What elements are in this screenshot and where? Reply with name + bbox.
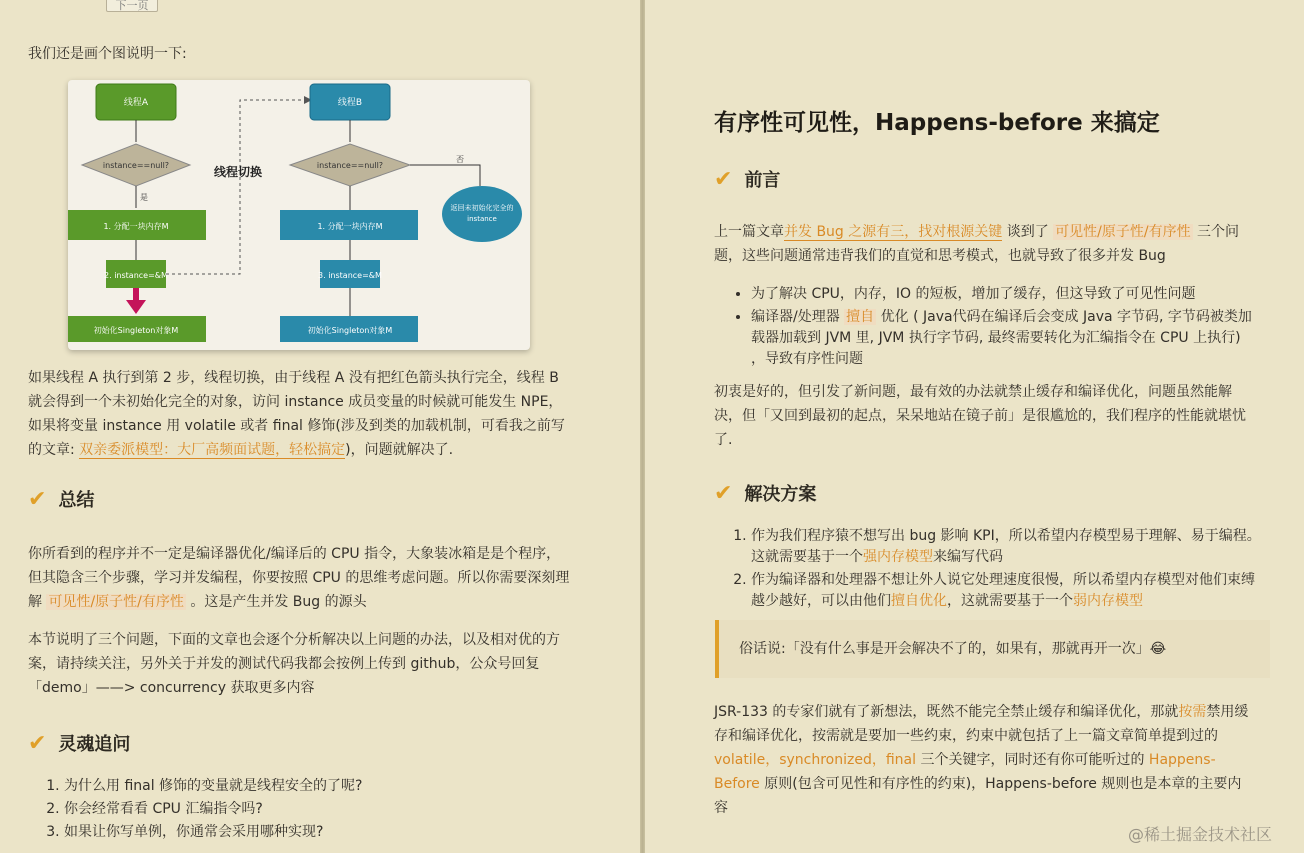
para-explain-text: 如果线程 A 执行到第 2 步，线程切换，由于线程 A 没有把红色箭头执行完全，线程 B 就会得到一个未初始化完全的对象，访问 instance 成员变量的时候就可能发生 NPE，如果将变量 instance 用 volatile 或者 final 修饰(涉及到类的加载机制，可看我之前写的文章: (28, 370, 565, 458)
cond-b-label: instance==null? (316, 161, 384, 170)
summary-heading (28, 486, 94, 512)
solution-heading (714, 480, 816, 506)
check-icon: ✔ (28, 486, 47, 512)
preface-heading (714, 166, 780, 192)
check-icon: ✔ (714, 480, 733, 506)
no-label: 否 (456, 155, 464, 164)
flow-diagram-svg (68, 80, 530, 350)
list-item: 2. 你会经常看看 CPU 汇编指令吗? (64, 799, 604, 820)
preface-para (714, 220, 1254, 268)
list-item: • 为了解决 CPU，内存，IO 的短板，增加了缓存，但这导致了可见性问题 (751, 284, 1255, 305)
check-icon: ✔ (714, 166, 733, 192)
article-link[interactable]: 双亲委派模型：大厂高频面试题，轻松搞定 (79, 442, 346, 458)
para-note: 本节说明了三个问题，下面的文章也会逐个分析解决以上问题的办法，以及相对优的方案，请持续关注，另外关于并发的测试代码我都会按例上传到 github，公众号回复「demo」——> concurrency 获取更多内容 (28, 632, 560, 696)
a-step3-label: 初始化Singleton对象M (93, 326, 179, 335)
summary-heading-text: 总结 (58, 490, 95, 511)
para-summary-b: 。这是产生并发 Bug 的源头 (185, 594, 367, 610)
list-item: 3. 如果让你写单例，你通常会采用哪种实现? (64, 822, 604, 843)
list-item: 2. 作为编译器和处理器不想让外人说它处理速度很慢，所以希望内存模型对他们束缚越少越好，可以由他们擅自优化，这就需要基于一个弱内存模型 (751, 570, 1261, 612)
right-page (645, 0, 1304, 853)
check-icon: ✔ (28, 730, 47, 756)
next-page-button[interactable]: 下一页 (106, 0, 158, 12)
para-summary (28, 542, 574, 614)
return-label-2: instance (467, 215, 497, 223)
question-list (64, 776, 604, 845)
blockquote: 俗话说:「没有什么事是开会解决不了的，如果有，那就再开一次」😂 (715, 620, 1270, 678)
a-step1-label: 1. 分配一块内存M (103, 222, 169, 231)
soul-heading (28, 730, 130, 756)
switch-label: 线程切换 (214, 165, 263, 179)
b-step1-label: 1. 分配一块内存M (317, 222, 383, 231)
preface-b: 谈到了 (1002, 224, 1054, 240)
list-item: 1. 为什么用 final 修饰的变量就是线程安全的了呢? (64, 776, 604, 797)
para-summary-a: 你所看到的程序并不一定是编译器优化/编译后的 CPU 指令，大象装冰箱是是个程序，但其隐含三个步骤，学习并发编程，你要按照 CPU 的思维考虑问题。所以你需要深刻理解 (28, 546, 570, 610)
soul-heading-text: 灵魂追问 (58, 734, 131, 755)
solution-heading-text: 解决方案 (744, 484, 817, 505)
left-page (0, 0, 640, 853)
preface-c: 三个问题，这些问题通常违背我们的直觉和思考模式，也就导致了很多并发 Bug (714, 224, 1240, 264)
a-step2-label: 2. instance=&M (104, 271, 168, 280)
return-ellipse (442, 186, 522, 242)
preface-highlight: 可见性/原子性/有序性 (1055, 224, 1191, 240)
jsr-para: JSR-133 的专家们就有了新想法，既然不能完全禁止缓存和编译优化，那就按需禁用缓存和编译优化，按需就是要加一些约束，约束中就包括了上一篇文章简单提到过的 volatile，synchronized，final 三个关键字，同时还有你可能听过的 Happens-Before 原则(包含可见性和有序性的约束)，Happens-before 规则也是本章的主要内容 (714, 704, 1249, 816)
watermark-text: @稀土掘金技术社区 (1128, 825, 1273, 844)
preface-bullets (751, 284, 1255, 372)
return-label-1: 返回未初始化完全的 (450, 204, 514, 212)
b-step3-label: 初始化Singleton对象M (307, 326, 393, 335)
chapter-title: 有序性可见性，Happens-before 来搞定 (714, 110, 1160, 136)
preface-heading-text: 前言 (744, 170, 781, 191)
red-arrow-icon (126, 300, 146, 314)
yes-label: 是 (140, 193, 148, 202)
solution-list (751, 526, 1261, 614)
preface-link[interactable]: 并发 Bug 之源有三，找对根源关键 (784, 224, 1003, 240)
origin-para: 初衷是好的，但引发了新问题，最有效的办法就禁止缓存和编译优化，问题虽然能解决，但「又回到最初的起点，呆呆地站在镜子前」是很尴尬的，我们程序的性能就堪忧了. (714, 384, 1246, 448)
intro-text: 我们还是画个图说明一下: (28, 46, 187, 62)
cond-a-label: instance==null? (102, 161, 170, 170)
thread-a-label: 线程A (123, 98, 149, 108)
list-item: 1. 作为我们程序猿不想写出 bug 影响 KPI，所以希望内存模型易于理解、易于编程。这就需要基于一个强内存模型来编写代码 (751, 526, 1261, 568)
para-explain-tail: )，问题就解决了. (345, 442, 454, 458)
b-step2-label: 3. instance=&M (318, 271, 382, 280)
preface-a: 上一篇文章 (714, 224, 784, 240)
flow-diagram (68, 80, 530, 350)
list-item: • 编译器/处理器 擅自 优化 ( Java代码在编译后会变成 Java 字节码, 字节码被类加载器加载到 JVM 里, JVM 执行字节码, 最终需要转化为汇编指令在 CPU 上执行) ，导致有序性问题 (751, 307, 1255, 370)
para-summary-highlight: 可见性/原子性/有序性 (48, 594, 184, 610)
para-explain (28, 366, 574, 462)
thread-b-label: 线程B (337, 98, 363, 108)
